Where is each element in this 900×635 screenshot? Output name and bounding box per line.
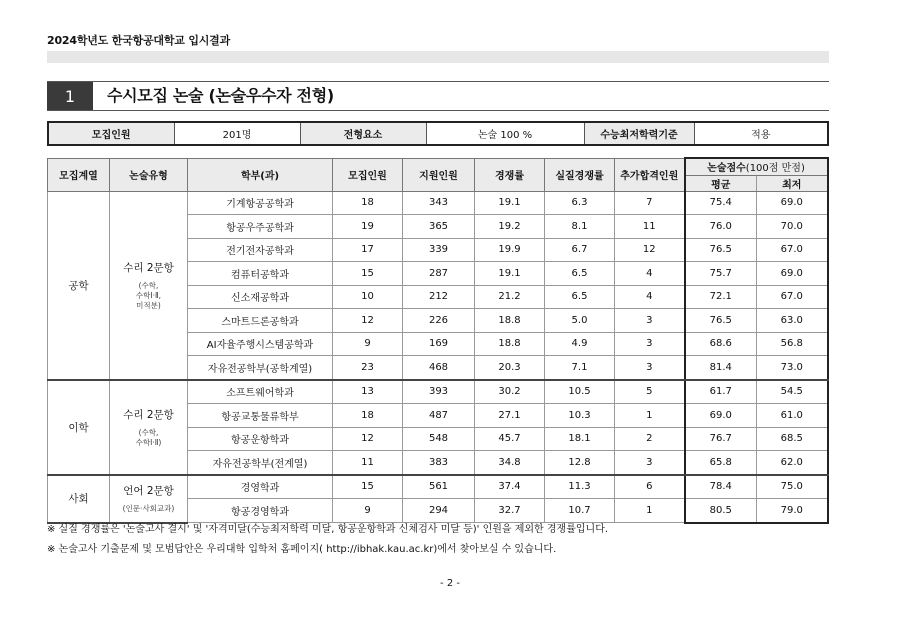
essay-subjects: (수학, 수학Ⅰ·Ⅱ) bbox=[135, 427, 162, 447]
score-min-cell: 63.0 bbox=[757, 309, 828, 333]
header-score-note: (100점 만점) bbox=[745, 163, 805, 175]
section-header bbox=[47, 81, 829, 111]
score-min-cell: 68.5 bbox=[757, 427, 828, 451]
dept-cell: 컴퓨터공학과 bbox=[188, 262, 333, 286]
score-avg-cell: 75.7 bbox=[685, 262, 757, 286]
dept-cell: 항공경영학과 bbox=[188, 499, 333, 523]
header-quota: 모집인원 bbox=[333, 158, 403, 191]
quota-cell: 11 bbox=[333, 451, 403, 475]
additional-cell: 3 bbox=[615, 309, 685, 333]
score-avg-cell: 65.8 bbox=[685, 451, 757, 475]
header-additional: 추가합격인원 bbox=[615, 158, 685, 191]
quota-cell: 12 bbox=[333, 427, 403, 451]
essay-type-label: 언어 2문항 bbox=[123, 485, 174, 497]
score-min-cell: 67.0 bbox=[757, 238, 828, 262]
ratio-cell: 19.1 bbox=[475, 262, 545, 286]
header-score-bold: 논술점수 bbox=[707, 163, 746, 175]
header-applicants: 지원인원 bbox=[403, 158, 475, 191]
real-ratio-cell: 10.5 bbox=[545, 380, 615, 404]
score-avg-cell: 80.5 bbox=[685, 499, 757, 523]
section-title: 수시모집 논술 (논술우수자 전형) bbox=[107, 86, 334, 105]
real-ratio-cell: 8.1 bbox=[545, 215, 615, 239]
essay-type-label: 수리 2문항 bbox=[123, 261, 174, 274]
csat-label: 수능최저학력기준 bbox=[584, 122, 694, 145]
real-ratio-cell: 7.1 bbox=[545, 356, 615, 380]
ratio-cell: 19.1 bbox=[475, 191, 545, 215]
essay-subjects: (인문·사회교과) bbox=[122, 504, 175, 513]
quota-value: 201명 bbox=[174, 122, 300, 145]
additional-cell: 3 bbox=[615, 356, 685, 380]
dept-cell: 신소재공학과 bbox=[188, 285, 333, 309]
ratio-cell: 30.2 bbox=[475, 380, 545, 404]
dept-cell: 스마트드론공학과 bbox=[188, 309, 333, 333]
score-avg-cell: 78.4 bbox=[685, 475, 757, 499]
header-min: 최저 bbox=[757, 175, 828, 191]
table-row bbox=[48, 191, 828, 215]
ratio-cell: 19.2 bbox=[475, 215, 545, 239]
real-ratio-cell: 18.1 bbox=[545, 427, 615, 451]
quota-cell: 13 bbox=[333, 380, 403, 404]
dept-cell: 소프트웨어학과 bbox=[188, 380, 333, 404]
table-row bbox=[48, 380, 828, 404]
applicants-cell: 169 bbox=[403, 332, 475, 356]
applicants-cell: 365 bbox=[403, 215, 475, 239]
header-band bbox=[47, 51, 829, 63]
additional-cell: 11 bbox=[615, 215, 685, 239]
ratio-cell: 19.9 bbox=[475, 238, 545, 262]
quota-cell: 18 bbox=[333, 404, 403, 428]
real-ratio-cell: 6.5 bbox=[545, 285, 615, 309]
element-label: 전형요소 bbox=[300, 122, 426, 145]
applicants-cell: 339 bbox=[403, 238, 475, 262]
quota-cell: 15 bbox=[333, 475, 403, 499]
score-min-cell: 67.0 bbox=[757, 285, 828, 309]
score-min-cell: 54.5 bbox=[757, 380, 828, 404]
score-min-cell: 69.0 bbox=[757, 262, 828, 286]
additional-cell: 3 bbox=[615, 451, 685, 475]
field-cell: 이학 bbox=[48, 380, 110, 475]
essay-type-label: 수리 2문항 bbox=[123, 408, 174, 421]
csat-value: 적용 bbox=[694, 122, 828, 145]
page-number: - 2 - bbox=[440, 578, 460, 589]
header-avg: 평균 bbox=[685, 175, 757, 191]
element-value: 논술 100 % bbox=[426, 122, 584, 145]
ratio-cell: 45.7 bbox=[475, 427, 545, 451]
header-field: 모집계열 bbox=[48, 158, 110, 191]
quota-cell: 12 bbox=[333, 309, 403, 333]
ratio-cell: 21.2 bbox=[475, 285, 545, 309]
essay-subjects: (수학, 수학Ⅰ·Ⅱ, 미적분) bbox=[135, 280, 162, 310]
header-ratio: 경쟁률 bbox=[475, 158, 545, 191]
document-title: 2024학년도 한국항공대학교 입시결과 bbox=[47, 34, 231, 47]
applicants-cell: 393 bbox=[403, 380, 475, 404]
dept-cell: 항공교통물류학부 bbox=[188, 404, 333, 428]
score-min-cell: 70.0 bbox=[757, 215, 828, 239]
applicants-cell: 561 bbox=[403, 475, 475, 499]
quota-cell: 9 bbox=[333, 332, 403, 356]
header-score-group bbox=[685, 158, 828, 175]
quota-label: 모집인원 bbox=[48, 122, 174, 145]
field-cell: 공학 bbox=[48, 191, 110, 380]
ratio-cell: 34.8 bbox=[475, 451, 545, 475]
ratio-cell: 18.8 bbox=[475, 309, 545, 333]
quota-cell: 17 bbox=[333, 238, 403, 262]
dept-cell: 자유전공학부(전계열) bbox=[188, 451, 333, 475]
quota-cell: 9 bbox=[333, 499, 403, 523]
ratio-cell: 27.1 bbox=[475, 404, 545, 428]
applicants-cell: 487 bbox=[403, 404, 475, 428]
dept-cell: AI자율주행시스템공학과 bbox=[188, 332, 333, 356]
applicants-cell: 212 bbox=[403, 285, 475, 309]
real-ratio-cell: 4.9 bbox=[545, 332, 615, 356]
score-min-cell: 75.0 bbox=[757, 475, 828, 499]
header-real-ratio: 실질경쟁률 bbox=[545, 158, 615, 191]
section-number: 1 bbox=[47, 82, 93, 110]
quota-cell: 19 bbox=[333, 215, 403, 239]
score-min-cell: 73.0 bbox=[757, 356, 828, 380]
quota-cell: 23 bbox=[333, 356, 403, 380]
real-ratio-cell: 10.7 bbox=[545, 499, 615, 523]
real-ratio-cell: 6.3 bbox=[545, 191, 615, 215]
score-avg-cell: 76.5 bbox=[685, 238, 757, 262]
score-min-cell: 56.8 bbox=[757, 332, 828, 356]
header-essay-type: 논술유형 bbox=[110, 158, 188, 191]
applicants-cell: 548 bbox=[403, 427, 475, 451]
score-avg-cell: 75.4 bbox=[685, 191, 757, 215]
dept-cell: 항공우주공학과 bbox=[188, 215, 333, 239]
additional-cell: 4 bbox=[615, 285, 685, 309]
additional-cell: 5 bbox=[615, 380, 685, 404]
score-avg-cell: 68.6 bbox=[685, 332, 757, 356]
applicants-cell: 287 bbox=[403, 262, 475, 286]
real-ratio-cell: 10.3 bbox=[545, 404, 615, 428]
header-dept: 학부(과) bbox=[188, 158, 333, 191]
additional-cell: 4 bbox=[615, 262, 685, 286]
applicants-cell: 468 bbox=[403, 356, 475, 380]
essay-type-cell bbox=[110, 380, 188, 475]
footnote-2: ※ 논술고사 기출문제 및 모범답안은 우리대학 입학처 홈페이지( http://ibhak.kau.ac.kr)에서 찾아보실 수 있습니다. bbox=[47, 544, 557, 555]
additional-cell: 3 bbox=[615, 332, 685, 356]
additional-cell: 1 bbox=[615, 404, 685, 428]
real-ratio-cell: 6.7 bbox=[545, 238, 615, 262]
ratio-cell: 20.3 bbox=[475, 356, 545, 380]
footnotes bbox=[47, 520, 608, 560]
dept-cell: 항공운항학과 bbox=[188, 427, 333, 451]
real-ratio-cell: 11.3 bbox=[545, 475, 615, 499]
results-table bbox=[47, 157, 829, 524]
applicants-cell: 226 bbox=[403, 309, 475, 333]
score-avg-cell: 81.4 bbox=[685, 356, 757, 380]
applicants-cell: 383 bbox=[403, 451, 475, 475]
score-min-cell: 79.0 bbox=[757, 499, 828, 523]
score-avg-cell: 76.0 bbox=[685, 215, 757, 239]
applicants-cell: 294 bbox=[403, 499, 475, 523]
ratio-cell: 37.4 bbox=[475, 475, 545, 499]
dept-cell: 기계항공공학과 bbox=[188, 191, 333, 215]
essay-type-cell bbox=[110, 191, 188, 380]
field-cell: 사회 bbox=[48, 475, 110, 523]
score-avg-cell: 76.7 bbox=[685, 427, 757, 451]
real-ratio-cell: 6.5 bbox=[545, 262, 615, 286]
quota-cell: 18 bbox=[333, 191, 403, 215]
score-avg-cell: 76.5 bbox=[685, 309, 757, 333]
score-avg-cell: 61.7 bbox=[685, 380, 757, 404]
footnote-1: ※ 실질 경쟁률은 '논술고사 결시' 및 '자격미달(수능최저학력 미달, 항공운항학과 신체검사 미달 등)' 인원을 제외한 경쟁률입니다. bbox=[47, 524, 609, 535]
real-ratio-cell: 12.8 bbox=[545, 451, 615, 475]
additional-cell: 12 bbox=[615, 238, 685, 262]
dept-cell: 전기전자공학과 bbox=[188, 238, 333, 262]
additional-cell: 2 bbox=[615, 427, 685, 451]
dept-cell: 자유전공학부(공학계열) bbox=[188, 356, 333, 380]
quota-cell: 10 bbox=[333, 285, 403, 309]
additional-cell: 1 bbox=[615, 499, 685, 523]
applicants-cell: 343 bbox=[403, 191, 475, 215]
score-min-cell: 62.0 bbox=[757, 451, 828, 475]
essay-type-cell bbox=[110, 475, 188, 523]
additional-cell: 7 bbox=[615, 191, 685, 215]
ratio-cell: 18.8 bbox=[475, 332, 545, 356]
score-min-cell: 61.0 bbox=[757, 404, 828, 428]
table-row bbox=[48, 475, 828, 499]
score-min-cell: 69.0 bbox=[757, 191, 828, 215]
dept-cell: 경영학과 bbox=[188, 475, 333, 499]
quota-cell: 15 bbox=[333, 262, 403, 286]
additional-cell: 6 bbox=[615, 475, 685, 499]
score-avg-cell: 69.0 bbox=[685, 404, 757, 428]
real-ratio-cell: 5.0 bbox=[545, 309, 615, 333]
score-avg-cell: 72.1 bbox=[685, 285, 757, 309]
ratio-cell: 32.7 bbox=[475, 499, 545, 523]
summary-table bbox=[47, 121, 829, 146]
